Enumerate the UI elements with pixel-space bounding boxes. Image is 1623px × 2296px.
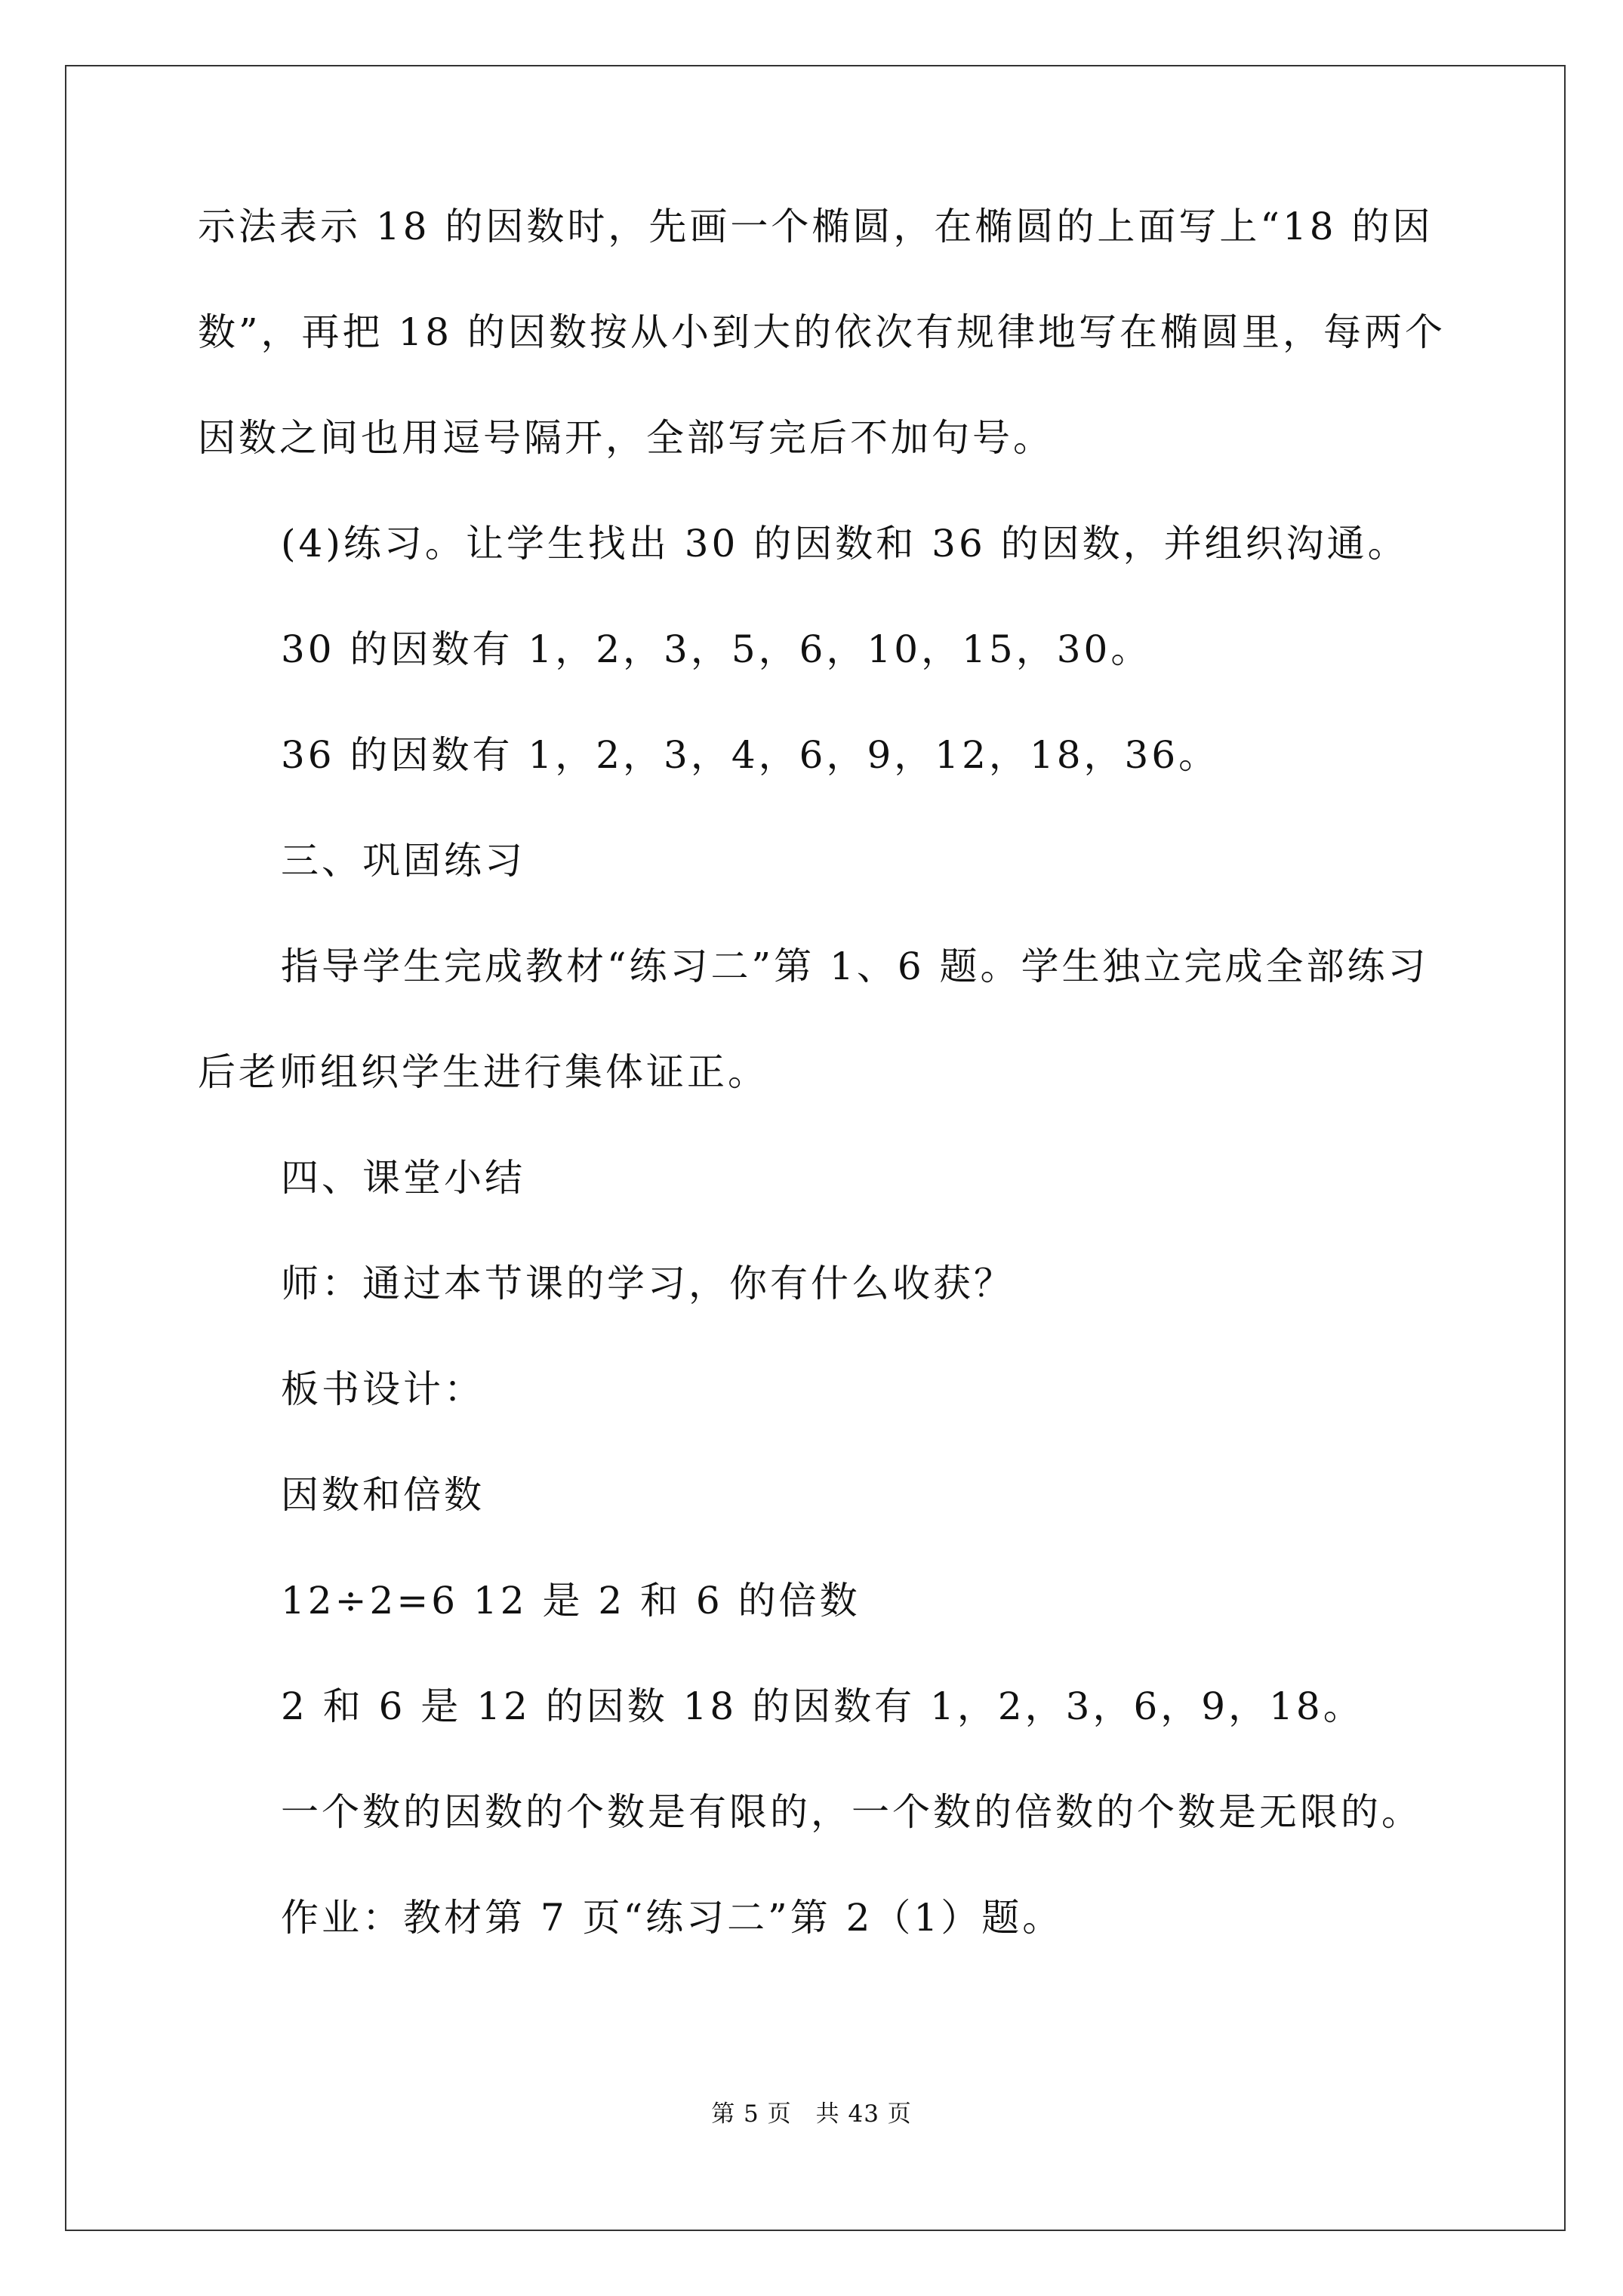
section-heading-summary: 四、课堂小结 [281, 1156, 525, 1200]
text-line-3: 因数之间也用逗号隔开，全部写完后不加句号。 [198, 416, 1054, 460]
text-line-16: 一个数的因数的个数是有限的，一个数的倍数的个数是无限的。 [281, 1790, 1422, 1834]
page-number-footer: 第 5 页 共 43 页 [711, 2100, 912, 2128]
text-line-1: 示法表示 18 的因数时，先画一个椭圆，在椭圆的上面写上“18 的因 [198, 205, 1434, 248]
text-line-5: 30 的因数有 1，2，3，5，6，10，15，30。 [281, 627, 1152, 671]
text-line-4: (4)练习。让学生找出 30 的因数和 36 的因数，并组织沟通。 [281, 522, 1409, 566]
section-heading-consolidation: 三、巩固练习 [281, 839, 525, 883]
text-line-11: 师：通过本节课的学习，你有什么收获？ [281, 1262, 1015, 1305]
text-line-12: 板书设计： [281, 1367, 485, 1411]
text-line-2: 数”，再把 18 的因数按从小到大的依次有规律地写在椭圆里，每两个 [198, 310, 1446, 354]
text-line-8: 指导学生完成教材“练习二”第 1、6 题。学生独立完成全部练习 [281, 945, 1429, 988]
text-line-13: 因数和倍数 [281, 1473, 485, 1517]
text-line-6: 36 的因数有 1，2，3，4，6，9，12，18，36。 [281, 733, 1220, 777]
text-line-17: 作业：教材第 7 页“练习二”第 2（1）题。 [281, 1896, 1064, 1940]
text-line-14: 12÷2=6 12 是 2 和 6 的倍数 [281, 1579, 861, 1623]
text-line-9: 后老师组织学生进行集体证正。 [198, 1050, 768, 1094]
text-line-15: 2 和 6 是 12 的因数 18 的因数有 1，2，3，6，9，18。 [281, 1684, 1364, 1728]
